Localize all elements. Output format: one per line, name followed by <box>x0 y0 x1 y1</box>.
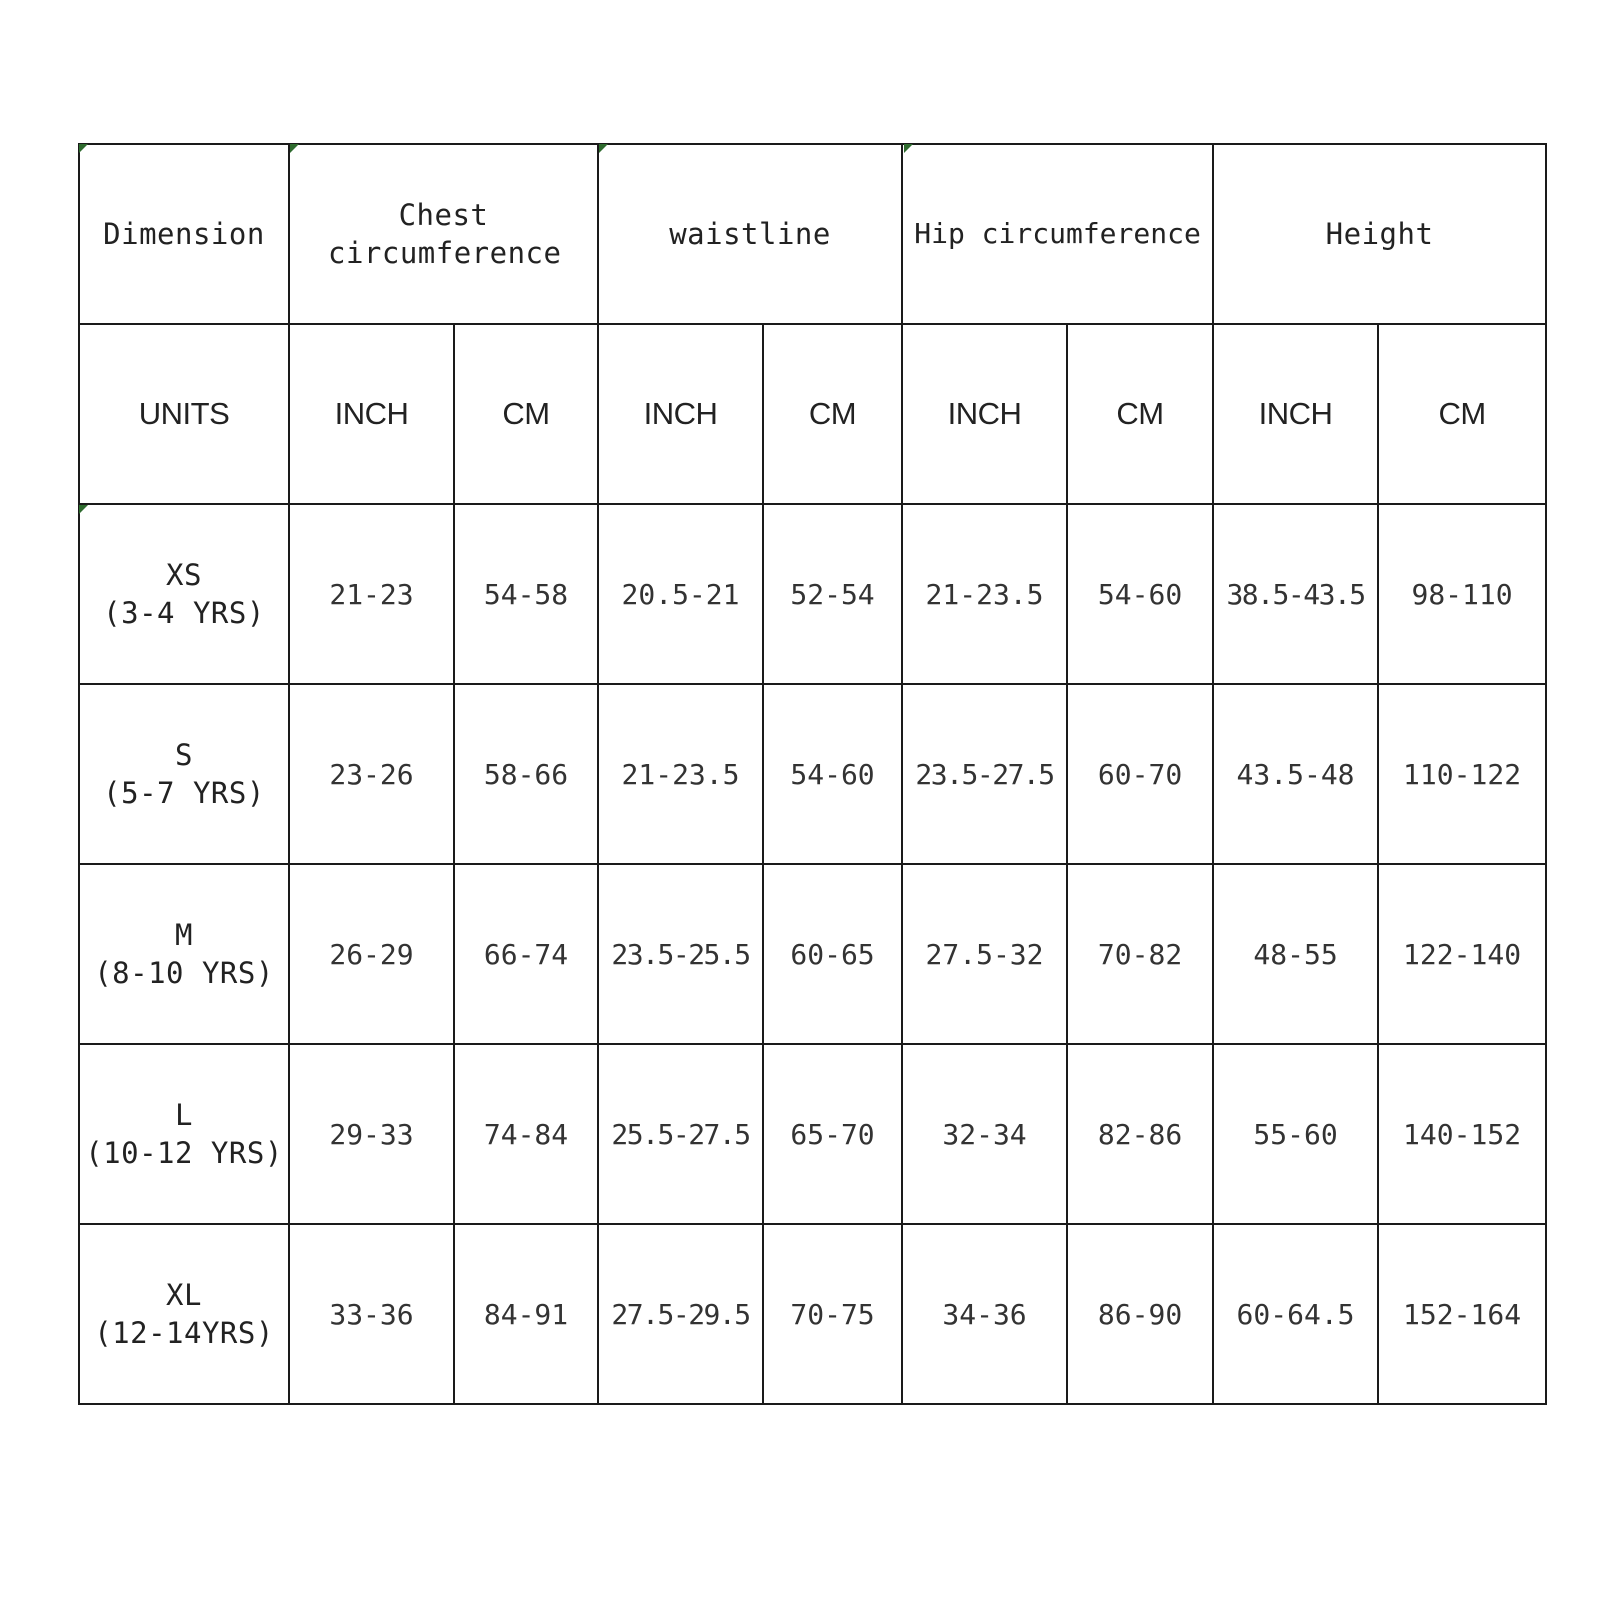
measurement-cell: 54-60 <box>1067 504 1213 684</box>
unit-cell: CM <box>763 324 902 504</box>
measurement-cell: 38.5-43.5 <box>1213 504 1378 684</box>
measurement-cell: 21-23.5 <box>598 684 763 864</box>
measurement-cell: 26-29 <box>289 864 454 1044</box>
measurement-cell: 23-26 <box>289 684 454 864</box>
height-header: Height <box>1213 144 1546 324</box>
measurement-cell: 66-74 <box>454 864 598 1044</box>
measurement-cell: 140-152 <box>1378 1044 1546 1224</box>
measurement-cell: 60-64.5 <box>1213 1224 1378 1404</box>
size-age-range: (8-10 YRS) <box>94 956 274 990</box>
size-age-range: (3-4 YRS) <box>103 596 265 630</box>
unit-cell: CM <box>1067 324 1213 504</box>
size-row-l <box>79 1044 1546 1224</box>
measurement-cell: 27.5-29.5 <box>598 1224 763 1404</box>
size-label-cell <box>79 1044 289 1224</box>
size-age-range: (5-7 YRS) <box>103 776 265 810</box>
measurement-cell: 74-84 <box>454 1044 598 1224</box>
measurement-cell: 21-23 <box>289 504 454 684</box>
measurement-cell: 98-110 <box>1378 504 1546 684</box>
measurement-cell: 34-36 <box>902 1224 1067 1404</box>
measurement-cell: 52-54 <box>763 504 902 684</box>
unit-cell: INCH <box>289 324 454 504</box>
size-chart-table <box>78 143 1547 1405</box>
measurement-cell: 70-75 <box>763 1224 902 1404</box>
size-label-cell <box>79 864 289 1044</box>
measurement-cell: 23.5-25.5 <box>598 864 763 1044</box>
measurement-cell: 20.5-21 <box>598 504 763 684</box>
comment-marker-icon <box>904 144 913 153</box>
measurement-cell: 21-23.5 <box>902 504 1067 684</box>
measurement-cell: 27.5-32 <box>902 864 1067 1044</box>
size-row-xs <box>79 504 1546 684</box>
size-code: XS <box>166 558 202 592</box>
measurement-cell: 70-82 <box>1067 864 1213 1044</box>
measurement-cell: 29-33 <box>289 1044 454 1224</box>
size-label-cell <box>79 684 289 864</box>
header-row <box>79 144 1546 324</box>
size-row-s <box>79 684 1546 864</box>
unit-cell: INCH <box>1213 324 1378 504</box>
waistline-header: waistline <box>598 144 902 324</box>
size-row-m <box>79 864 1546 1044</box>
dimension-header: Dimension <box>79 144 289 324</box>
measurement-cell: 65-70 <box>763 1044 902 1224</box>
size-label-cell <box>79 1224 289 1404</box>
measurement-cell: 54-58 <box>454 504 598 684</box>
measurement-cell: 122-140 <box>1378 864 1546 1044</box>
measurement-cell: 54-60 <box>763 684 902 864</box>
size-age-range: (10-12 YRS) <box>85 1136 283 1170</box>
comment-marker-icon <box>599 144 608 153</box>
measurement-cell: 110-122 <box>1378 684 1546 864</box>
comment-marker-icon <box>79 505 88 514</box>
size-code: M <box>175 918 193 952</box>
hip-circumference-header: Hip circumference <box>902 144 1213 324</box>
unit-cell: INCH <box>902 324 1067 504</box>
unit-cell: CM <box>1378 324 1546 504</box>
measurement-cell: 58-66 <box>454 684 598 864</box>
measurement-cell: 60-70 <box>1067 684 1213 864</box>
unit-cell: CM <box>454 324 598 504</box>
measurement-cell: 84-91 <box>454 1224 598 1404</box>
measurement-cell: 60-65 <box>763 864 902 1044</box>
size-age-range: (12-14YRS) <box>94 1316 274 1350</box>
measurement-cell: 43.5-48 <box>1213 684 1378 864</box>
unit-cell: INCH <box>598 324 763 504</box>
size-code: XL <box>166 1278 202 1312</box>
measurement-cell: 33-36 <box>289 1224 454 1404</box>
measurement-cell: 32-34 <box>902 1044 1067 1224</box>
measurement-cell: 55-60 <box>1213 1044 1378 1224</box>
size-code: L <box>175 1098 193 1132</box>
size-label-cell <box>79 504 289 684</box>
size-row-xl <box>79 1224 1546 1404</box>
comment-marker-icon <box>79 144 88 153</box>
measurement-cell: 152-164 <box>1378 1224 1546 1404</box>
comment-marker-icon <box>290 144 299 153</box>
measurement-cell: 23.5-27.5 <box>902 684 1067 864</box>
units-label: UNITS <box>79 324 289 504</box>
measurement-cell: 86-90 <box>1067 1224 1213 1404</box>
size-code: S <box>175 738 193 772</box>
measurement-cell: 25.5-27.5 <box>598 1044 763 1224</box>
measurement-cell: 82-86 <box>1067 1044 1213 1224</box>
chest-circumference-header: Chest circumference <box>289 144 598 324</box>
units-row <box>79 324 1546 504</box>
measurement-cell: 48-55 <box>1213 864 1378 1044</box>
